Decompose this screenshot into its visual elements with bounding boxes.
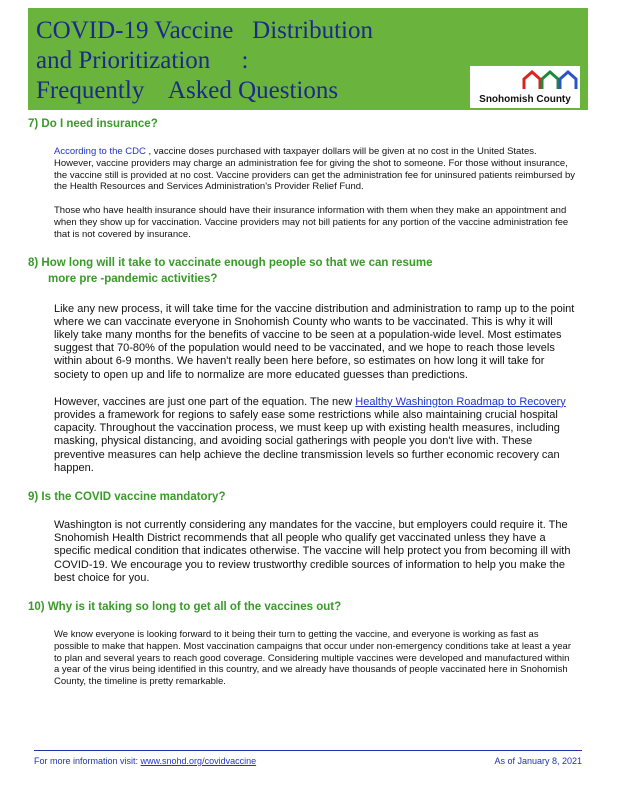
title-line-3: Frequently Asked Questions <box>36 77 339 104</box>
question-9: 9) Is the COVID vaccine mandatory? <box>28 491 226 504</box>
answer-9-paragraph-1: Washington is not currently considering any mandates for the vaccine, but employers could require it. The Snohomish Health District recommends that all people who qualify get vaccinated unless they have a specific medical condition that indicates otherwise. The vaccine will help protect you from becoming ill with COVID-19. We encourage you to review trustworthy credible sources of information to help you make the best choice for you. <box>54 519 571 584</box>
county-logo-icon <box>522 69 580 91</box>
answer-7-paragraph-2: Those who have health insurance should have their insurance information with them when they make an appointment and when they show up for vaccination. Vaccine providers may not bill patients for any portion of the vaccine administration fee that is not covered by insurance. <box>54 205 569 240</box>
logo-text: Snohomish County <box>479 94 571 105</box>
answer-8-text-2: provides a framework for regions to safely ease some restrictions while also maintaining crucial hospital capacity. Throughout the vaccination process, we must keep up with existing health measures, including masking, physical distancing, and avoiding social gatherings with people you don't live with. These preventive measures can help achieve the decline transmission levels so further economic recovery can happen. <box>54 409 560 474</box>
question-8-line-1: 8) How long will it take to vaccinate enough people so that we can resume <box>28 256 433 269</box>
footer-divider <box>34 750 582 751</box>
question-7: 7) Do I need insurance? <box>28 118 158 130</box>
faq-content <box>28 112 588 688</box>
footer-prefix: For more information visit: <box>34 756 141 766</box>
title-line-2: and Prioritization : <box>36 47 249 74</box>
answer-7-paragraph-1 <box>28 146 588 193</box>
page-title <box>36 16 373 106</box>
footer <box>34 756 582 766</box>
answer-8-text-pre: However, vaccines are just one part of the equation. The new <box>54 395 356 408</box>
footer-url-link[interactable]: www.snohd.org/covidvaccine <box>140 756 257 766</box>
answer-10-paragraph-1: We know everyone is looking forward to it being their turn to getting the vaccine, and everyone is working as fast as possible to make that happen. Most vaccination campaigns that occur under non-emergency conditions take at least a year to plan and several years to reach good coverage. Considering multiple vaccines were developed and manufactured within a year of the virus being identified in this country, and we already have thousands of people vaccinated here in Snohomish County, the timeline is pretty remarkable. <box>54 629 571 688</box>
footer-date: As of January 8, 2021 <box>494 756 582 766</box>
question-8-line-2: more pre -pandemic activities? <box>48 272 218 285</box>
header-banner <box>28 8 588 110</box>
cdc-link[interactable]: According to the CDC <box>54 146 146 157</box>
question-8 <box>28 255 588 287</box>
answer-8-paragraph-2 <box>28 396 588 475</box>
question-10: 10) Why is it taking so long to get all of the vaccines out? <box>28 601 342 614</box>
roadmap-link[interactable]: Healthy Washington Roadmap to Recovery <box>355 395 566 408</box>
title-line-1: COVID-19 Vaccine Distribution <box>36 17 373 44</box>
answer-7-text-1: , vaccine doses purchased with taxpayer dollars will be given at no cost in the United States. However, vaccine providers may charge an administration fee for giving the shot to someone. For those without insurance, the vaccine still is provided at no cost. Vaccine providers can get the administration fee for uninsured patients reimbursed by the Health Resources and Services Administration's Provider Relief Fund. <box>54 146 576 193</box>
answer-8-paragraph-1: Like any new process, it will take time for the vaccine distribution and administration to ramp up to the point where we can vaccinate everyone in Snohomish County who wants to be vaccinated. This is why it will likely take many months for the benefits of vaccine to be seen at a population-wide level. Most estimates suggest that 70-80% of the population would need to be vaccinated, and we hope to reach those levels within about 6-9 months. We haven't really been here before, so estimates on how long it will take for society to open up and life to normalize are more educated guesses than predictions. <box>54 302 575 381</box>
county-logo <box>470 66 580 108</box>
